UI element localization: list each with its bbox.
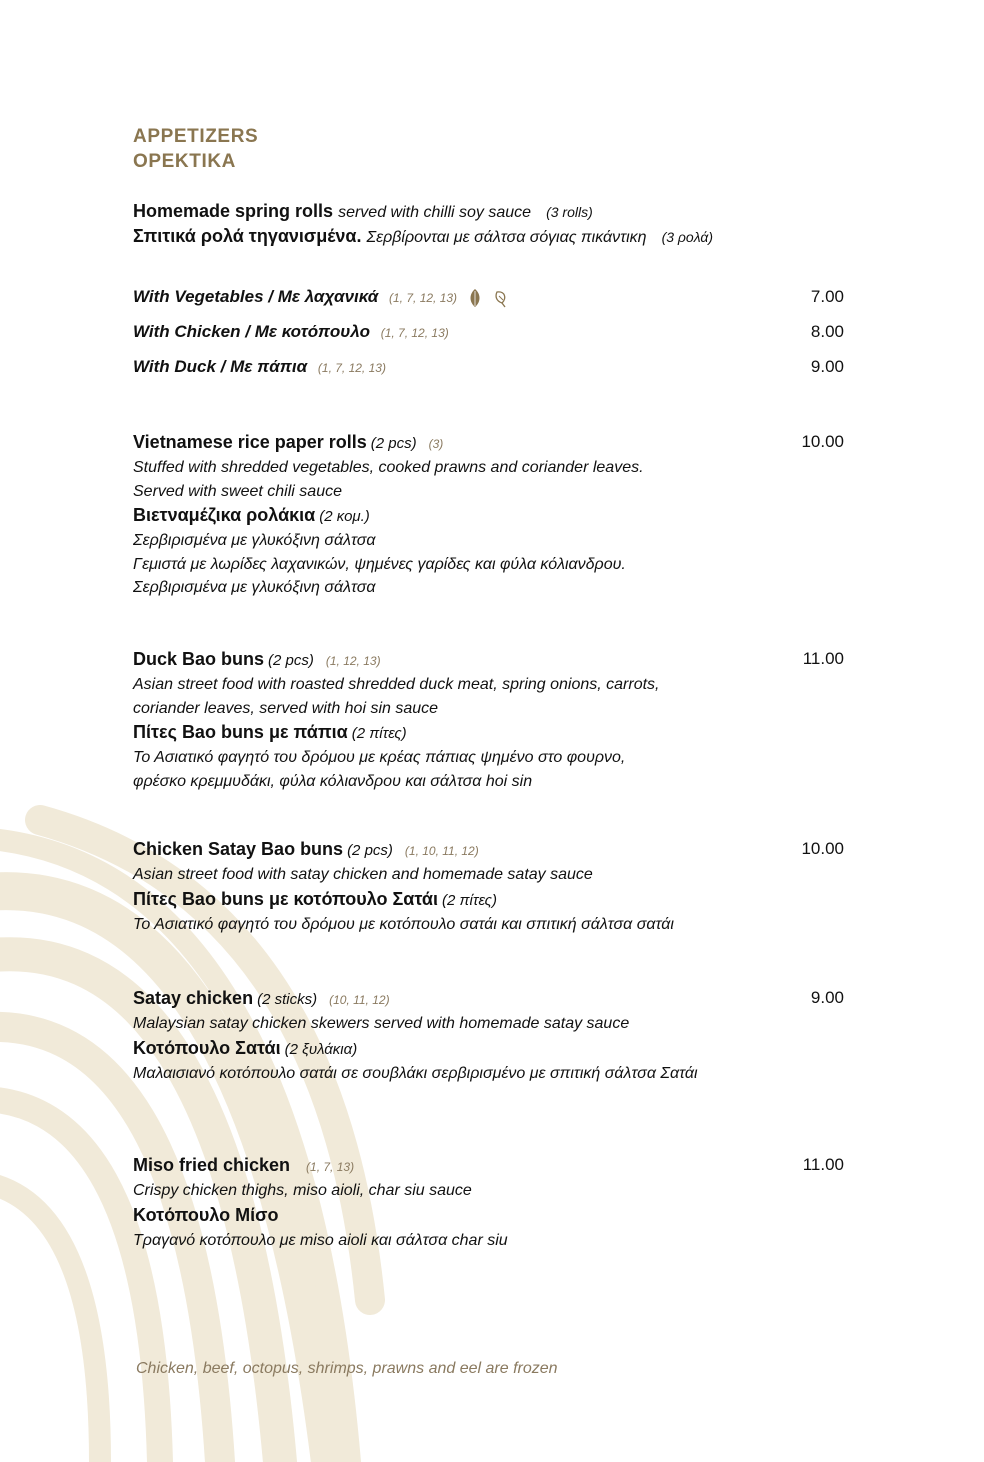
dish-desc-en-line: coriander leaves, served with hoi sin sauce [133, 699, 439, 717]
dish-name-gr: Πίτες Bao buns με κοτόπουλο Σατάι [133, 888, 438, 909]
dish-duck-bao [133, 647, 783, 793]
spring-rolls-qty-en: (3 rolls) [546, 204, 593, 220]
section-heading-en: APPETIZERS [133, 126, 259, 147]
dish-title [133, 430, 783, 456]
dish-desc-gr-line: Το Ασιατικό φαγητό του δρόμου με κρέας πάπιας ψημένο στο φουρνο, [133, 749, 626, 766]
variant-allergens: (1, 7, 12, 13) [389, 291, 458, 305]
dish-desc-en-line: Served with sweet chili sauce [133, 482, 342, 500]
variant-label: With Chicken / Με κοτόπουλο [133, 322, 370, 341]
variant-allergens: (1, 7, 12, 13) [317, 361, 386, 375]
spring-rolls-desc-gr: Σερβίρονται με σάλτσα σόγιας πικάντικη [366, 229, 647, 246]
dish-desc-gr-line: Τραγανό κοτόπουλο με miso aioli και σάλτσα char siu [133, 1231, 508, 1249]
dish-price: 10.00 [801, 432, 844, 451]
spring-rolls-intro-en [133, 201, 593, 222]
dish-name-gr: Κοτόπουλο Μίσο [133, 1204, 279, 1225]
dish-price: 11.00 [802, 1155, 844, 1174]
dish-vietnamese-rolls [133, 430, 783, 600]
section-heading-gr: OPEKTIKA [133, 151, 236, 172]
dish-qty-gr: (2 πίτες) [351, 725, 407, 742]
dish-title-gr [133, 887, 783, 913]
spring-rolls-desc-en: served with chilli soy sauce [338, 204, 532, 221]
variant-label: With Vegetables / Με λαχανικά [133, 287, 379, 306]
dish-qty: (2 pcs) [370, 435, 417, 452]
dish-qty-gr: (2 κομ.) [319, 508, 370, 525]
dish-name: Duck Bao buns [133, 649, 265, 669]
dish-allergens: (3) [428, 437, 444, 451]
vegan-leaf-icon [493, 288, 511, 308]
dish-name: Miso fried chicken [133, 1155, 291, 1175]
dish-title-gr [133, 503, 783, 529]
variant-label: With Duck / Με πάπια [133, 357, 308, 376]
dish-desc-gr-line: Μαλαισιανό κοτόπουλο σατάι σε σουβλάκι σερβιρισμένο με σπιτική σάλτσα Σατάι [133, 1064, 698, 1082]
dish-title-gr [133, 1036, 783, 1062]
dish-miso-fried-chicken [133, 1153, 783, 1252]
dish-qty-gr: (2 πίτες) [441, 891, 497, 909]
dish-desc-en-line: Malaysian satay chicken skewers served with homemade satay sauce [133, 1015, 630, 1032]
dish-chicken-satay-bao [133, 837, 783, 936]
dish-desc-gr-line: Σερβιρισμένα με γλυκόξινη σάλτσα [133, 532, 376, 549]
dish-name-gr: Πίτες Bao buns με πάπια [133, 722, 348, 742]
dish-allergens: (1, 12, 13) [325, 654, 381, 668]
variant-price: 9.00 [810, 357, 844, 376]
leaf-icon [468, 288, 482, 308]
dish-title-gr [133, 720, 783, 746]
dish-desc-gr-line: Σερβιρισμένα με γλυκόξινη σάλτσα [133, 579, 376, 596]
dish-qty: (2 sticks) [257, 991, 318, 1008]
dish-qty-gr: (2 ξυλάκια) [284, 1040, 358, 1058]
variant-duck [133, 357, 386, 377]
dish-title [133, 986, 783, 1012]
variant-allergens: (1, 7, 12, 13) [380, 326, 449, 340]
dish-qty: (2 pcs) [268, 652, 314, 669]
dish-title [133, 647, 783, 673]
dish-desc-en-line: Crispy chicken thighs, miso aioli, char siu sauce [133, 1182, 472, 1199]
dish-price: 9.00 [810, 988, 844, 1007]
dish-price: 10.00 [801, 839, 844, 858]
dish-name: Satay chicken [133, 988, 254, 1008]
dish-desc-gr-line: Το Ασιατικό φαγητό του δρόμου με κοτόπουλο σατάι και σπιτική σάλτσα σατάι [133, 915, 674, 933]
dish-title-gr [133, 1203, 783, 1229]
dish-qty: (2 pcs) [347, 842, 393, 859]
dish-allergens: (1, 7, 13) [306, 1160, 355, 1174]
frozen-notice: Chicken, beef, octopus, shrimps, prawns and eel are frozen [136, 1360, 558, 1377]
dish-desc-gr-line: φρέσκο κρεμμυδάκι, φύλα κόλιανδρου και σάλτσα hoi sin [133, 772, 533, 790]
dish-desc-en-line: Asian street food with roasted shredded duck meat, spring onions, carrots, [133, 676, 660, 693]
spring-rolls-intro-gr [133, 226, 713, 247]
dish-name-gr: Κοτόπουλο Σατάι [133, 1037, 281, 1058]
dish-name: Chicken Satay Bao buns [133, 839, 344, 859]
dish-allergens: (10, 11, 12) [329, 993, 390, 1007]
dish-satay-chicken [133, 986, 783, 1085]
variant-price: 8.00 [810, 322, 844, 341]
dish-allergens: (1, 10, 11, 12) [404, 844, 479, 858]
variant-chicken [133, 322, 449, 342]
dish-name-gr: Βιετναμέζικα ρολάκια [133, 505, 316, 525]
dish-desc-en-line: Asian street food with satay chicken and homemade satay sauce [133, 866, 593, 883]
dish-title [133, 837, 783, 863]
spring-rolls-name-en: Homemade spring rolls [133, 201, 334, 221]
spring-rolls-name-gr: Σπιτικά ρολά τηγανισμένα. [133, 226, 362, 246]
spring-rolls-qty-gr: (3 ρολά) [661, 229, 714, 245]
dish-name: Vietnamese rice paper rolls [133, 432, 367, 452]
dish-desc-gr-line: Γεμιστά με λωρίδες λαχανικών, ψημένες γαρίδες και φύλα κόλιανδρου. [133, 555, 626, 573]
dish-desc-en-line: Stuffed with shredded vegetables, cooked prawns and coriander leaves. [133, 459, 644, 476]
dish-price: 11.00 [802, 649, 844, 668]
variant-vegetables [133, 287, 511, 308]
dish-title [133, 1153, 783, 1179]
variant-price: 7.00 [810, 287, 844, 306]
